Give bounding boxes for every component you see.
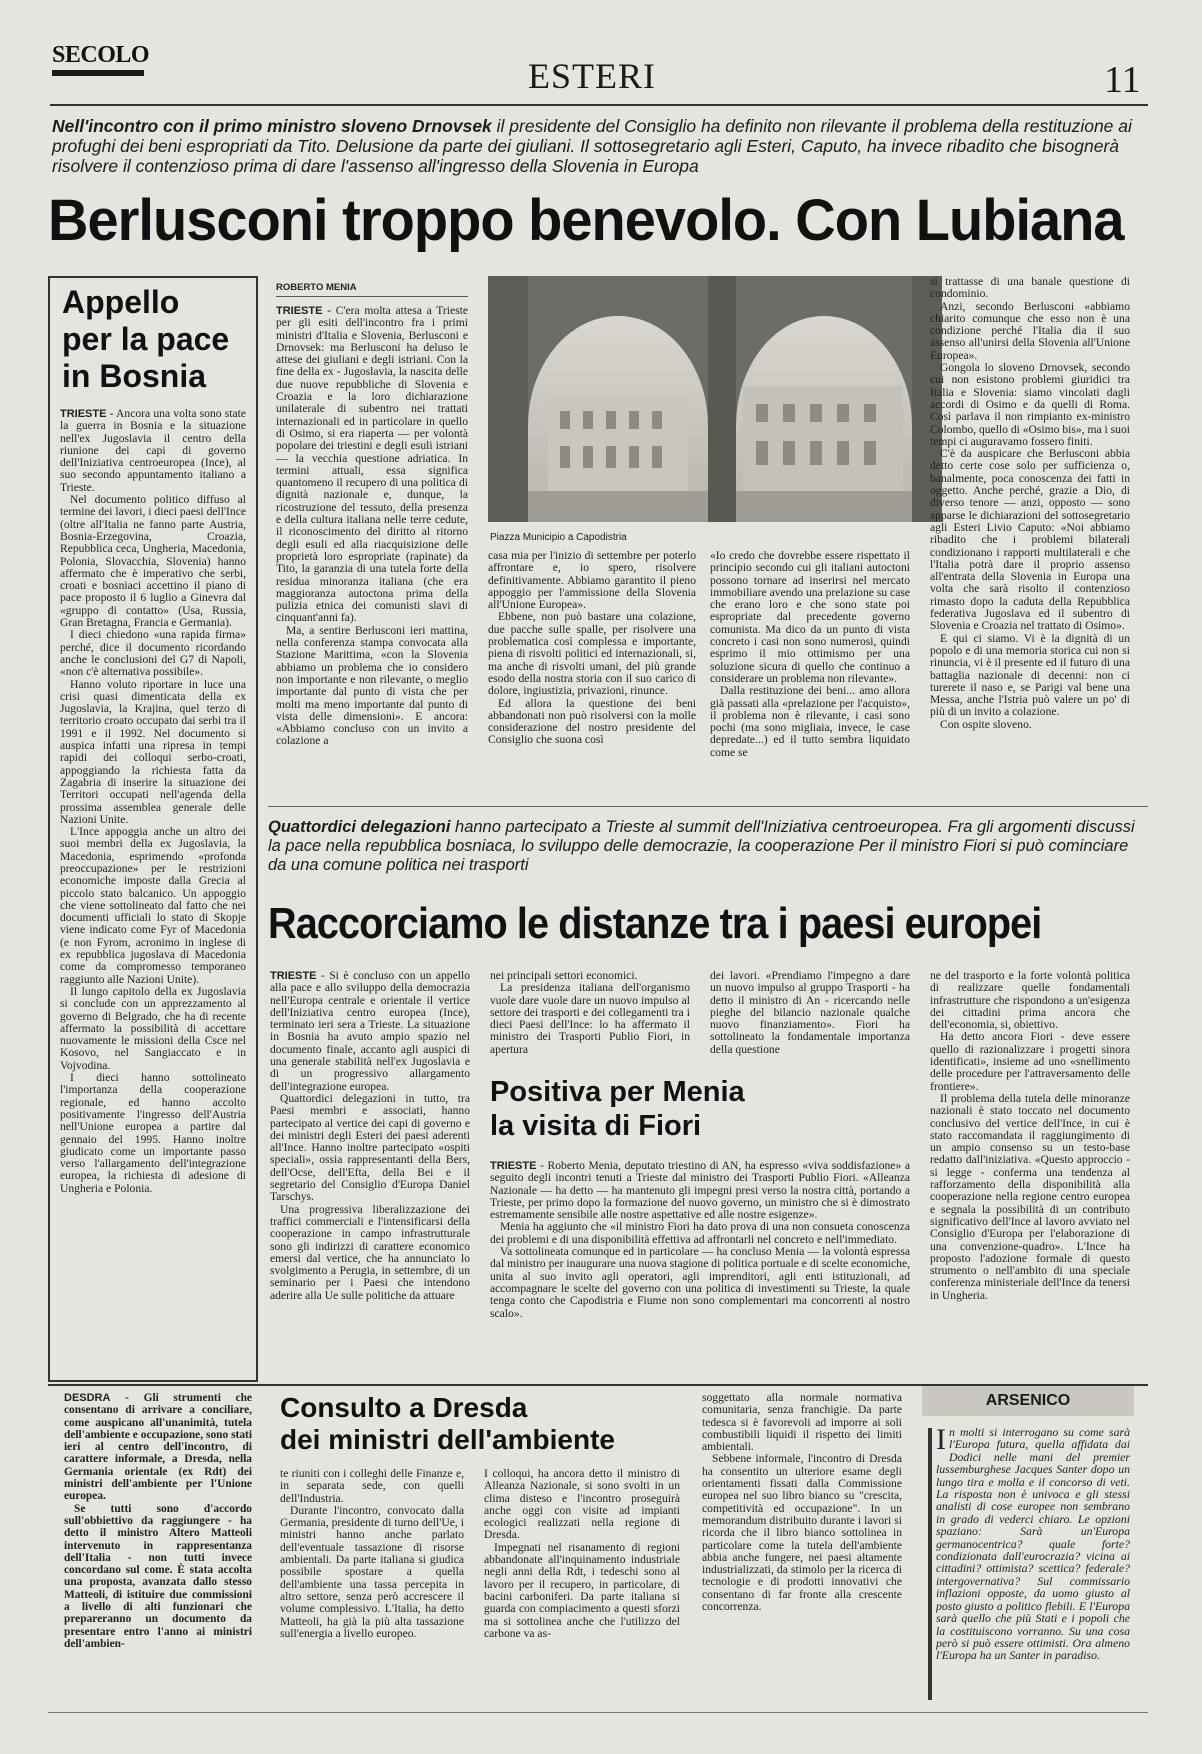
main-paragraph: C'è da auspicare che Berlusconi abbia detto certe cose solo per sufficienza o, banalmente, poca conoscenza dei fatti in oggetto. Anche perché, grazie a Dio, di diverso tenore — anzi, opposto — sono apparse le dichiarazioni del sottosegretario agli Esteri Livio Caputo: «Noi abbiamo ribadito che i problemi bilaterali condizionano i rapporti multilaterali e che l'Italia potrà dare il proprio assenso all'entrata della Slovenia in Europa una volta che sarà risolto il contenzioso rimasto dopo la caduta della Repubblica federativa Jugoslava ed il subentro di Slovenia e Croazia nel trattato di Osimo». (930, 447, 1130, 633)
dresda-paragraph (64, 1392, 252, 1503)
dresda-column-2 (280, 1468, 464, 1694)
sidebar-paragraph (60, 408, 246, 494)
summit-lead: - Si è concluso con un appello alla pace e allo sviluppo della democrazia nell'Europa centrale e orientale il vertice dell'Iniziativa centro europea (Ince), terminato ieri sera a Trieste. La situazione in Bosnia ha avuto ampio spazio nel documento finale, accanto agli auspici di una generale stabilità nell'ex Jugoslavia e di un progressivo allargamento dell'integrazione europea. (270, 970, 470, 1093)
dresda-column-4 (702, 1392, 902, 1694)
dresda-paragraph: Durante l'incontro, convocato dalla Germania, presidente di turno dell'Ue, i ministri hanno anche parlato dell'eventuale tassazione di risorse ambientali. Da parte italiana si giudica possibile spostare a quella dell'ambiente una tassa percepita in altro settore, senza però accrescere il volume complessivo. L'Italia, ha detto Matteoli, ha già la più alta tassazione sull'energia a livello europeo. (280, 1503, 464, 1640)
byline-rule (276, 296, 468, 297)
sidebar-body (60, 408, 246, 1373)
main-paragraph: Gongola lo sloveno Drnovsek, secondo cui non esistono problemi giuridici tra Italia e Slovenia: siamo vincolati dagli accordi di Osimo e da quelli di Roma. Così parlava il non rimpianto ex-ministro Colombo, quello di «Osimo bis», ma i suoi tempi ci auguravamo fossero finiti. (930, 361, 1130, 448)
sidebar-paragraph: I dieci hanno sottolineato l'importanza della cooperazione regionale, ed hanno accolto positivamente l'ingresso dell'Austria nell'Unione europea a partire dal gennaio del 1995. Hanno inoltre giudicato come un importante passo verso l'allargamento dell'integrazione europea, la richiesta di adesione di Ungheria e Polonia. (60, 1071, 246, 1195)
main-paragraph: Anzi, secondo Berlusconi «abbiamo chiarito comunque che esso non è una condizione perché l'Italia dia il suo assenso all'unirsi della Slovenia all'Unione Europea». (930, 299, 1130, 362)
sidebar-title-line1: Appello (62, 284, 180, 320)
arsenico-text: n molti si interrogano su come sarà l'Europa futura, quella affidata dai Dodici nelle mani del premier lussemburghese Jacques Santer dopo un lungo tira e molla e il concorso di veti. La risposta non è univoca e gli stessi analisti di cose europee non sembrano in grado di vederci chiaro. Le opzioni spaziano: Sarà un'Europa germanocentrica? quale forte? condizionata dall'eurocrazia? vicina ai cittadini? ottimista? scettica? federale? intergovernativa? Sul commissario inflazioni opposte, da uomo giusto al posto giusto a politico flebili. E l'Europa sarà quello che più Stati e i popoli che la costituiscono vorranno. Su una cosa però si può essere ottimisti. Ora almeno l'Europa ha un Santer in paradiso. (936, 1426, 1130, 1663)
photo-capodistria (488, 276, 942, 522)
summit-paragraph: La presidenza italiana dell'organismo vuole dare vuole dare un nuovo impulso al settore dei trasporti e dei collegamenti tra i dieci Paesi dell'Ince: lo ha affermato il ministro dei Trasporti Publio Fiori, in apertura (490, 981, 690, 1056)
summit-paragraph: Una progressiva liberalizzazione dei traffici commerciali e l'intensificarsi della cooperazione in campo infrastrutturale sono gli indirizzi di carattere economico emersi dal vertice, che ha annunciato lo svolgimento a Perugia, in settembre, di un seminario per i Paesi che intendono aderire alla Ue sulle politiche da attuare (270, 1202, 470, 1302)
summit-column-4 (930, 970, 1130, 1366)
main-kicker (52, 116, 1142, 176)
menia-lead: - Roberto Menia, deputato triestino di AN, ha espresso «viva soddisfazione» a seguito degli incontri tenuti a Trieste dal ministro dei Trasporti Publio Fiori. «Alleanza Nazionale — ha detto — ha mantenuto gli impegni presi verso la nostra città, portando a Trieste, per primo dopo la formazione del nuovo governo, un ministro che si è dimostrato estremamente sensibile alle nostre aspettative ed alle nostre esigenze». (490, 1160, 910, 1222)
main-headline: Berlusconi troppo benevolo. Con Lubiana (48, 188, 1124, 253)
masthead-logo (52, 42, 148, 84)
main-paragraph: Ed allora la questione dei beni abbandonati non può risolversi con la molle considerazione del nostro presidente del Consiglio che suona così (488, 696, 696, 747)
summit-kicker-bold: Quattordici delegazioni (268, 818, 451, 836)
menia-headline-line2: la visita di Fiori (490, 1110, 702, 1142)
arsenico-dropcap: I (936, 1426, 946, 1456)
summit-paragraph: Ha detto ancora Fiori - deve essere quello di razionalizzare i progetti sinora identificati», insieme ad uno «snellimento delle procedure per l'attraversamento delle frontiere». (930, 1030, 1130, 1093)
dresda-headline-line1: Consulto a Dresda (280, 1392, 528, 1423)
main-column-1 (276, 305, 468, 795)
arsenico-side-rule (928, 1428, 932, 1700)
page-number: 11 (1104, 59, 1141, 101)
main-column-3 (710, 550, 910, 795)
main-kicker-bold: Nell'incontro con il primo ministro sloveno Drnovsek (52, 116, 492, 136)
page-bottom-rule (48, 1712, 1148, 1713)
main-paragraph (276, 305, 468, 625)
dresda-headline (280, 1392, 700, 1456)
sidebar-title-line3: in Bosnia (62, 358, 207, 394)
section-divider (268, 806, 1148, 807)
dresda-dateline: DESDRA (64, 1392, 111, 1404)
section-title: ESTERI (528, 56, 656, 96)
main-dateline: TRIESTE (276, 305, 323, 317)
paper-name: SECOLO (52, 42, 150, 68)
masthead-rule (50, 104, 1148, 106)
dresda-paragraph: Impegnati nel risanamento di regioni abbandonate all'inquinamento industriale negli anni della Rdt, i tedeschi sono al lavoro per il recupero, in particolare, di bacini carboniferi. Da parte italiana si guarda con compiacimento a questi sforzi ma si sottolinea anche che l'utilizzo del carbone va as- (484, 1540, 680, 1640)
menia-body (490, 1160, 910, 1366)
sidebar-paragraph: Nel documento politico diffuso al termine dei lavori, i dieci paesi dell'Ince (oltre all'Italia ne fanno parte Austria, Bosnia-Erzegovina, Croazia, Repubblica ceca, Ungheria, Macedonia, Polonia, Slovacchia, Slovenia) hanno affermato che è imperativo che serbi, croati e bosniaci accettino il piano di pace proposto il 6 luglio a Ginevra dal «gruppo di contatto» (Usa, Russia, Gran Bretagna, Francia e Germania). (60, 493, 246, 630)
main-paragraph: Dalla restituzione dei beni... amo allora già passati alla «prelazione per l'acquisto», il problema non è rilevante, i casi sono pochi (ma sono migliaia, invece, le case depredate...) ed il tutto sembra liquidato come se (710, 684, 910, 759)
main-paragraph: E qui ci siamo. Vi è la dignità di un popolo e di una memoria storica cui non si rinuncia, vi è il presente ed il futuro di una battaglia nazionale di decenni: non ci turerete il naso e, se Parigi val bene una Messa, anche l'Istria può valere un po' di più di un invito a colazione. (930, 631, 1130, 719)
dresda-column-1 (64, 1392, 252, 1692)
photo-caption: Piazza Municipio a Capodistria (490, 532, 627, 543)
masthead-underline (52, 70, 144, 76)
sidebar-paragraph: Il lungo capitolo della ex Jugoslavia si conclude con un apprezzamento al governo di Belgrado, che ha di recente affermato la possibilità di accettare nuovamente le missioni della Csce nel Kosovo, nel Sangiaccato e in Vojvodina. (60, 984, 246, 1072)
dresda-column-3 (484, 1468, 680, 1694)
arches-illustration (488, 276, 942, 522)
arsenico-box (922, 1386, 1134, 1710)
dresda-paragraph: soggettato alla normale normativa comunitaria, senza franchigie. Da parte tedesca si è favorevoli ad imporre ai soli combustibili liquidi il rispetto dei limiti ambientali. (702, 1392, 902, 1454)
sidebar-dateline: TRIESTE (60, 408, 107, 420)
arsenico-body (936, 1426, 1130, 1706)
summit-column-1 (270, 970, 470, 1366)
dresda-headline-line2: dei ministri dell'ambiente (280, 1424, 615, 1455)
main-column-2 (488, 550, 696, 795)
sidebar-paragraph: Hanno voluto riportare in luce una crisi quasi dimenticata della ex Jugoslavia, la Krajina, quel terzo di territorio croato occupato dai serbi tra il 1991 e il 1992. Nel documento si auspica infatti una ripresa in tempi rapidi dei colloqui serbo-croati, appoggiando la richiesta fatta da Zagabria di inserire la situazione dei Territori occupati nell'agenda della prossima assemblea generale delle Nazioni Unite. (60, 677, 246, 826)
summit-dateline: TRIESTE (270, 970, 317, 982)
menia-paragraph: Menia ha aggiunto che «il ministro Fiori ha dato prova di una non consueta conoscenza dei problemi e di una disponibilità effettiva ad affrontarli nel concreto e nell'immediato. (490, 1220, 910, 1246)
menia-headline-line1: Positiva per Menia (490, 1076, 745, 1108)
sidebar-paragraph: I dieci chiedono «una rapida firma» perché, dice il documento ricordando anche le conclusioni del G7 di Napoli, «non c'è alternativa possibile». (60, 628, 246, 679)
summit-paragraph (270, 970, 470, 1093)
summit-paragraph: Il problema della tutela delle minoranze nazionali è stato toccato nel documento conclusivo del vertice dell'Ince, in cui è stato raccomandata il raggiungimento di un ampio consenso su un testo-base redatto dall'iniziativa. «Questo approccio - si legge - conferma una tendenza al rafforzamento della disponibilità alla cooperazione nella regione centro europea e segnala la possibilità di un contributo significativo dell'Ince al lavoro avviato nel Consiglio d'Europa per l'elaborazione di una convenzione-quadro». L'Ince ha proposto l'adozione formale di questo strumento o nell'ambito di una speciale conferenza ministeriale dell'Ince da tenersi in Ungheria. (930, 1091, 1130, 1302)
main-paragraph: casa mia per l'inizio di settembre per poterlo affrontare e, io spero, risolvere definitivamente. Abbiamo garantito il pieno appoggio per l'ammissione della Slovenia all'Unione Europea». (488, 550, 696, 612)
dresda-paragraph: Sebbene informale, l'incontro di Dresda ha consentito un ulteriore esame degli orientamenti fissati dalla Commissione europea nel suo libro bianco su "crescita, competitività ed occupazione". In un memorandum distribuito durante i lavori si ricorda che il libro bianco sottolinea in particolare come la tutela dell'ambiente abbia anche fungere, nei paesi altamente industrializzati, da stimolo per la ricerca di tecnologie e di prodotti innovativi che consentano di far fronte alla crescente concorrenza. (702, 1452, 902, 1614)
main-paragraph: si trattasse di una banale questione di condominio. (930, 276, 1130, 301)
dresda-paragraph: te riuniti con i colleghi delle Finanze e, in separata sede, con quelli dell'Industria. (280, 1468, 464, 1505)
summit-column-2 (490, 970, 690, 1060)
main-kicker-text: il presidente del Consiglio ha definito non rilevante il problema della restituzione ai profughi dei beni espropriati da Tito. Delusione da parte dei giuliani. Il sottosegretario agli Esteri, Caputo, ha invece ribadito che bisognerà risolvere il contenzioso prima di dare l'assenso all'ingresso della Slovenia in Europa (52, 116, 1132, 176)
dresda-paragraph: Se tutti sono d'accordo sull'obbiettivo da raggiungere - ha detto il ministro Altero Matteoli intervenuto in rappresentanza dell'Italia - non tutti invece concordano sul come. È stata accolta una proposta, avanzata dallo stesso Matteoli, di istituire due commissioni a livello di alti funzionari che prepareranno un documento da presentare entro l'anno ai ministri dell'ambien- (64, 1502, 252, 1650)
main-paragraph: «Io credo che dovrebbe essere rispettato il principio secondo cui gli italiani autoctoni possono tornare ad inserirsi nel mercato immobiliare avendo una prelazione su case che erano loro e che sono state poi espropriate dal precedente governo comunista. Ma dico da un punto di vista concreto i casi non sono numerosi, quindi esprimo il mio ottimismo per una soluzione sicura di quello che continuo a considerare un problema non rilevante». (710, 550, 910, 685)
dresda-lead: - Gli strumenti che consentano di arrivare a conciliare, come auspicano all'unanimità, tutela dell'ambiente e occupazione, sono stati ieri al centro dell'incontro, di carattere informale, a Dresda, nella Germania orientale (ex Rdt) dei ministri dell'ambiente per l'Unione europea. (64, 1392, 252, 1503)
sidebar-title-line2: per la pace (62, 321, 230, 357)
main-paragraph: Ebbene, non può bastare una colazione, due pacche sulle spalle, per risolvere una problematica così complessa e importante, piena di risvolti politici ed internazionali, si, ma anche di risvolti umani, del più grande esodo della nostra storia con il suo carico di dolore, ingiustizia, privazioni, rinunce. (488, 610, 696, 698)
dresda-paragraph: I colloqui, ha ancora detto il ministro di Alleanza Nazionale, si sono svolti in un clima disteso e l'incontro proseguirà anche oggi con visite ad impianti ecologici realizzati nella regione di Dresda. (484, 1468, 680, 1542)
summit-headline: Raccorciamo le distanze tra i paesi europei (268, 899, 1042, 948)
menia-dateline: TRIESTE (490, 1160, 537, 1172)
main-paragraph: Con ospite sloveno. (940, 717, 1032, 731)
summit-paragraph: Quattordici delegazioni in tutto, tra Paesi membri e associati, hanno partecipato al vertice dei capi di governo e dei ministri degli Esteri dei paesi aderenti all'Ince. Hanno inoltre partecipato «ospiti speciali», ossia rappresentanti della Bers, dell'Ocse, dell'Efta, della Bei e il segretario del Consiglio d'Europa Daniel Tarschys. (270, 1091, 470, 1204)
sidebar-paragraph: L'Ince appoggia anche un altro dei suoi membri della ex Jugoslavia, la Macedonia, esprimendo «profonda preoccupazione» per le restrizioni economiche imposte dalla Grecia al piccolo stato balcanico. Un appoggio che viene sottolineato dal fatto che nei documenti ufficiali lo stato di Skopje viene indicato come Fyr of Macedonia (e non Fyrom, acronimo in inglese di ex repubblica jugoslava di Macedonia come da compromesso temporaneo raggiunto alle Nazioni Unite). (60, 825, 246, 986)
byline: ROBERTO MENIA (276, 282, 357, 293)
menia-headline (490, 1075, 910, 1143)
summit-column-3 (710, 970, 910, 1060)
summit-paragraph: ne del trasporto e la forte volontà politica di realizzare quelle fondamentali infrastrutture che rispondono a un'esigenza dei cittadini prima ancora che dell'economia, si, obiettivo. (930, 970, 1130, 1032)
summit-kicker (268, 818, 1138, 875)
menia-paragraph: Va sottolineata comunque ed in particolare — ha concluso Menia — la volontà espressa dal ministro per inaugurare una nuova stagione di politica portuale e di scelte economiche, unita al suo invito agli operatori, agli imprenditori, agli enti istituzionali, ad accompagnare le scelte del governo con una politica di investimenti su Trieste, la quale tenga conto che Capodistria e Fiume non sono complementari ma concorrenti al nostro scalo». (490, 1245, 910, 1320)
summit-paragraph: dei lavori. «Prendiamo l'impegno a dare un nuovo impulso al gruppo Trasporti - ha detto il ministro di An - ricercando nelle pieghe del bilancio nazionale qualche nuovo finanziamento». Fiori ha sottolineato la fondamentale importanza della questione (710, 970, 910, 1056)
summit-kicker-text: hanno partecipato a Trieste al summit dell'Iniziativa centroeuropea. Fra gli argomenti discussi la pace nella repubblica bosniaca, lo sviluppo delle democrazie, la cooperazione Per il ministro Fiori si può cominciare da una comune politica nei trasporti (268, 818, 1135, 874)
summit-paragraph: nei principali settori economici. (490, 970, 638, 982)
menia-paragraph (490, 1160, 910, 1221)
sidebar-lead: - Ancora una volta sono state la guerra in Bosnia e la situazione nell'ex Jugoslavia il centro della riunione dei capi di governo dell'Iniziativa centroeuropea (Ince), al suo secondo appuntamento italiano a Trieste. (60, 408, 246, 494)
sidebar-title (62, 284, 229, 395)
main-lead: - C'era molta attesa a Trieste per gli esiti dell'incontro fra i primi ministri d'Italia e Slovenia, Berlusconi e Drnovsek: ma Berlusconi ha deluso le attese dei giuliani e degli istriani. Con la fine della ex - Jugoslavia, la nascita delle due nuove repubbliche di Slovenia e Croazia e la loro dichiarazione unilaterale di subentro nei trattati internazionali ed in particolare in quello di Osimo, si era riaperta — per volontà popolare dei triestini e degli esuli istriani — la vecchia questione adriatica. In termini attuali, essa significa quantomeno il recupero di una politica di dignità nazionale e, dunque, la ricostruzione del tessuto, della presenza e della cultura italiana nelle terre cedute, il riconoscimento del diritto al ritorno degli esuli ed alla riacquisizione delle proprietà loro espropriate (rapinate) da Tito, la garanzia di una tutela forte della residua minoranza italiana (che era maggioranza autoctona prima della pulizia etnica dei comunisti slavi di cinquant'anni fa). (276, 305, 468, 625)
arsenico-label: ARSENICO (985, 1392, 1071, 1409)
main-paragraph: Ma, a sentire Berlusconi ieri mattina, nella conferenza stampa convocata alla Stazione Marittima, «con la Slovenia abbiamo un problema che io considero non importante e non rilevante, o meglio importante dal punto di vista che per molti ma meno importante dal punto di vista delle dimensioni». E ancora: «Abbiamo concluso con un invito a colazione a (276, 623, 468, 748)
main-column-4 (930, 276, 1130, 796)
